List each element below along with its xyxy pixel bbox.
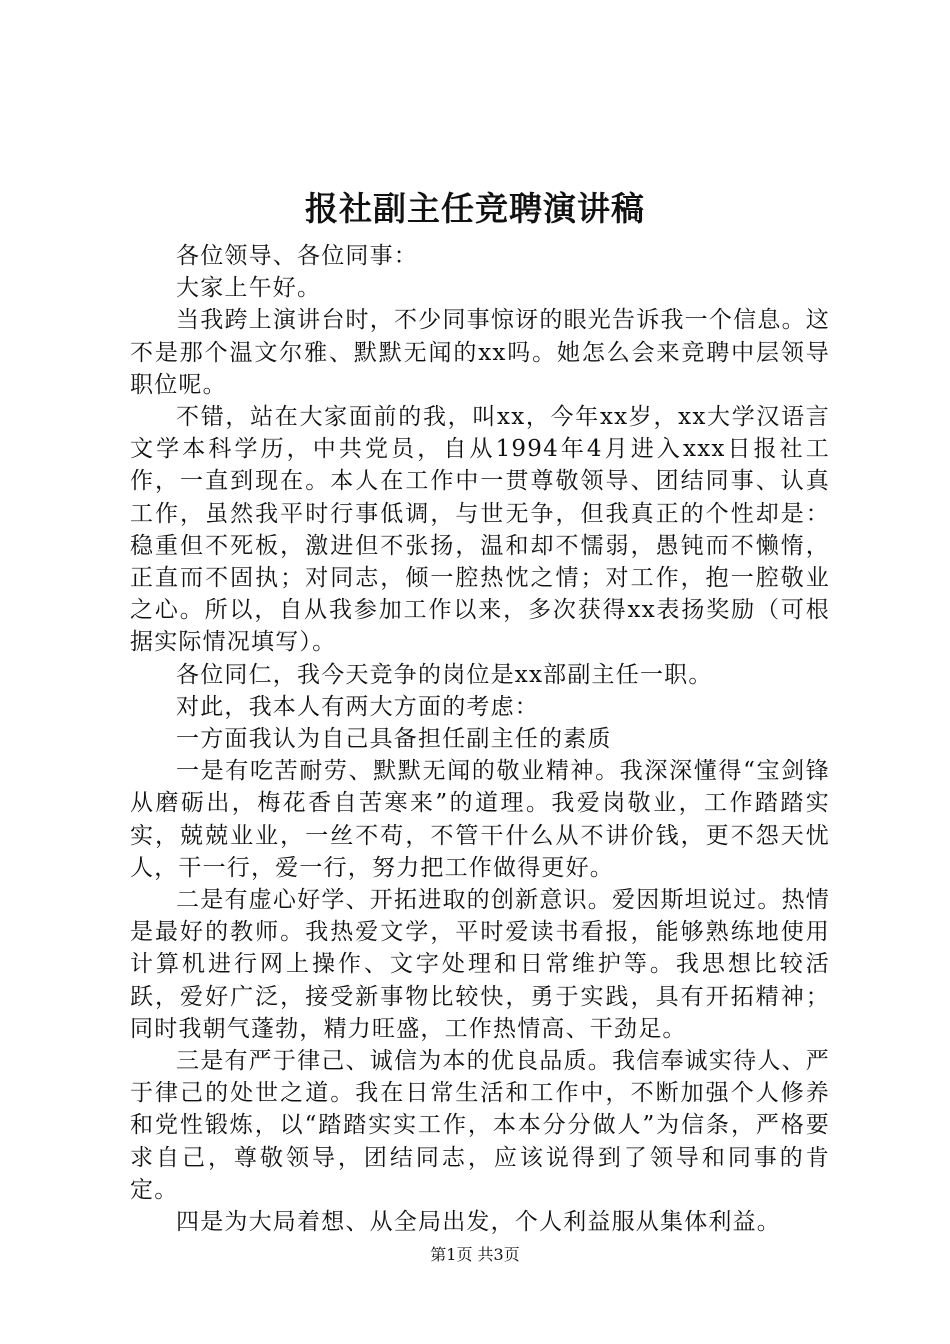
paragraph: 当我跨上演讲台时，不少同事惊讶的眼光告诉我一个信息。这不是那个温文尔雅、默默无闻的xx吗。她怎么会来竞聘中层领导职位呢。 — [130, 307, 830, 398]
paragraph-salutation: 各位领导、各位同事： — [176, 243, 418, 269]
page-footer: 第1页 共3页 — [430, 1245, 520, 1264]
paragraph: 各位同仁，我今天竞争的岗位是xx部副主任一职。 — [176, 661, 713, 688]
paragraph-greeting: 大家上午好。 — [176, 275, 322, 302]
paragraph: 二是有虚心好学、开拓进取的创新意识。爱因斯坦说过。热情是最好的教师。我热爱文学，平时爱读书看报，能够熟练地使用计算机进行网上操作、文字处理和日常维护等。我思想比较活跃，爱好广泛，接受新事物比较快，勇于实践，具有开拓精神；同时我朝气蓬勃，精力旺盛，工作热情高、干劲足。 — [130, 887, 830, 1042]
document-title: 报社副主任竞聘演讲稿 — [305, 189, 645, 228]
paragraph: 不错，站在大家面前的我，叫xx，今年xx岁，xx大学汉语言文学本科学历，中共党员，自从1994年4月进入xxx日报社工作，一直到现在。本人在工作中一贯尊敬领导、团结同事、认真工作，虽然我平时行事低调，与世无争，但我真正的个性却是：稳重但不死板，激进但不张扬，温和却不懦弱，愚钝而不懒惰，正直而不固执；对同志，倾一腔热忱之情；对工作，抱一腔敬业之心。所以，自从我参加工作以来，多次获得xx表扬奖励（可根据实际情况填写）。 — [130, 404, 830, 656]
paragraph: 三是有严于律己、诚信为本的优良品质。我信奉诚实待人、严于律己的处世之道。我在日常生活和工作中，不断加强个人修养和党性锻炼，以“踏踏实实工作，本本分分做人”为信条，严格要求自己，尊敬领导，团结同志，应该说得到了领导和同事的肯定。 — [130, 1048, 830, 1203]
document-body — [130, 240, 830, 1238]
paragraph: 对此，我本人有两大方面的考虑： — [176, 693, 539, 720]
paragraph: 四是为大局着想、从全局出发，个人利益服从集体利益。 — [176, 1209, 781, 1236]
paragraph: 一方面我认为自己具备担任副主任的素质 — [176, 726, 612, 753]
paragraph: 一是有吃苦耐劳、默默无闻的敬业精神。我深深懂得“宝剑锋从磨砺出，梅花香自苦寒来”的道理。我爱岗敬业，工作踏踏实实，兢兢业业，一丝不苟，不管干什么从不讲价钱，更不怨天忧人，干一行，爱一行，努力把工作做得更好。 — [130, 758, 830, 881]
